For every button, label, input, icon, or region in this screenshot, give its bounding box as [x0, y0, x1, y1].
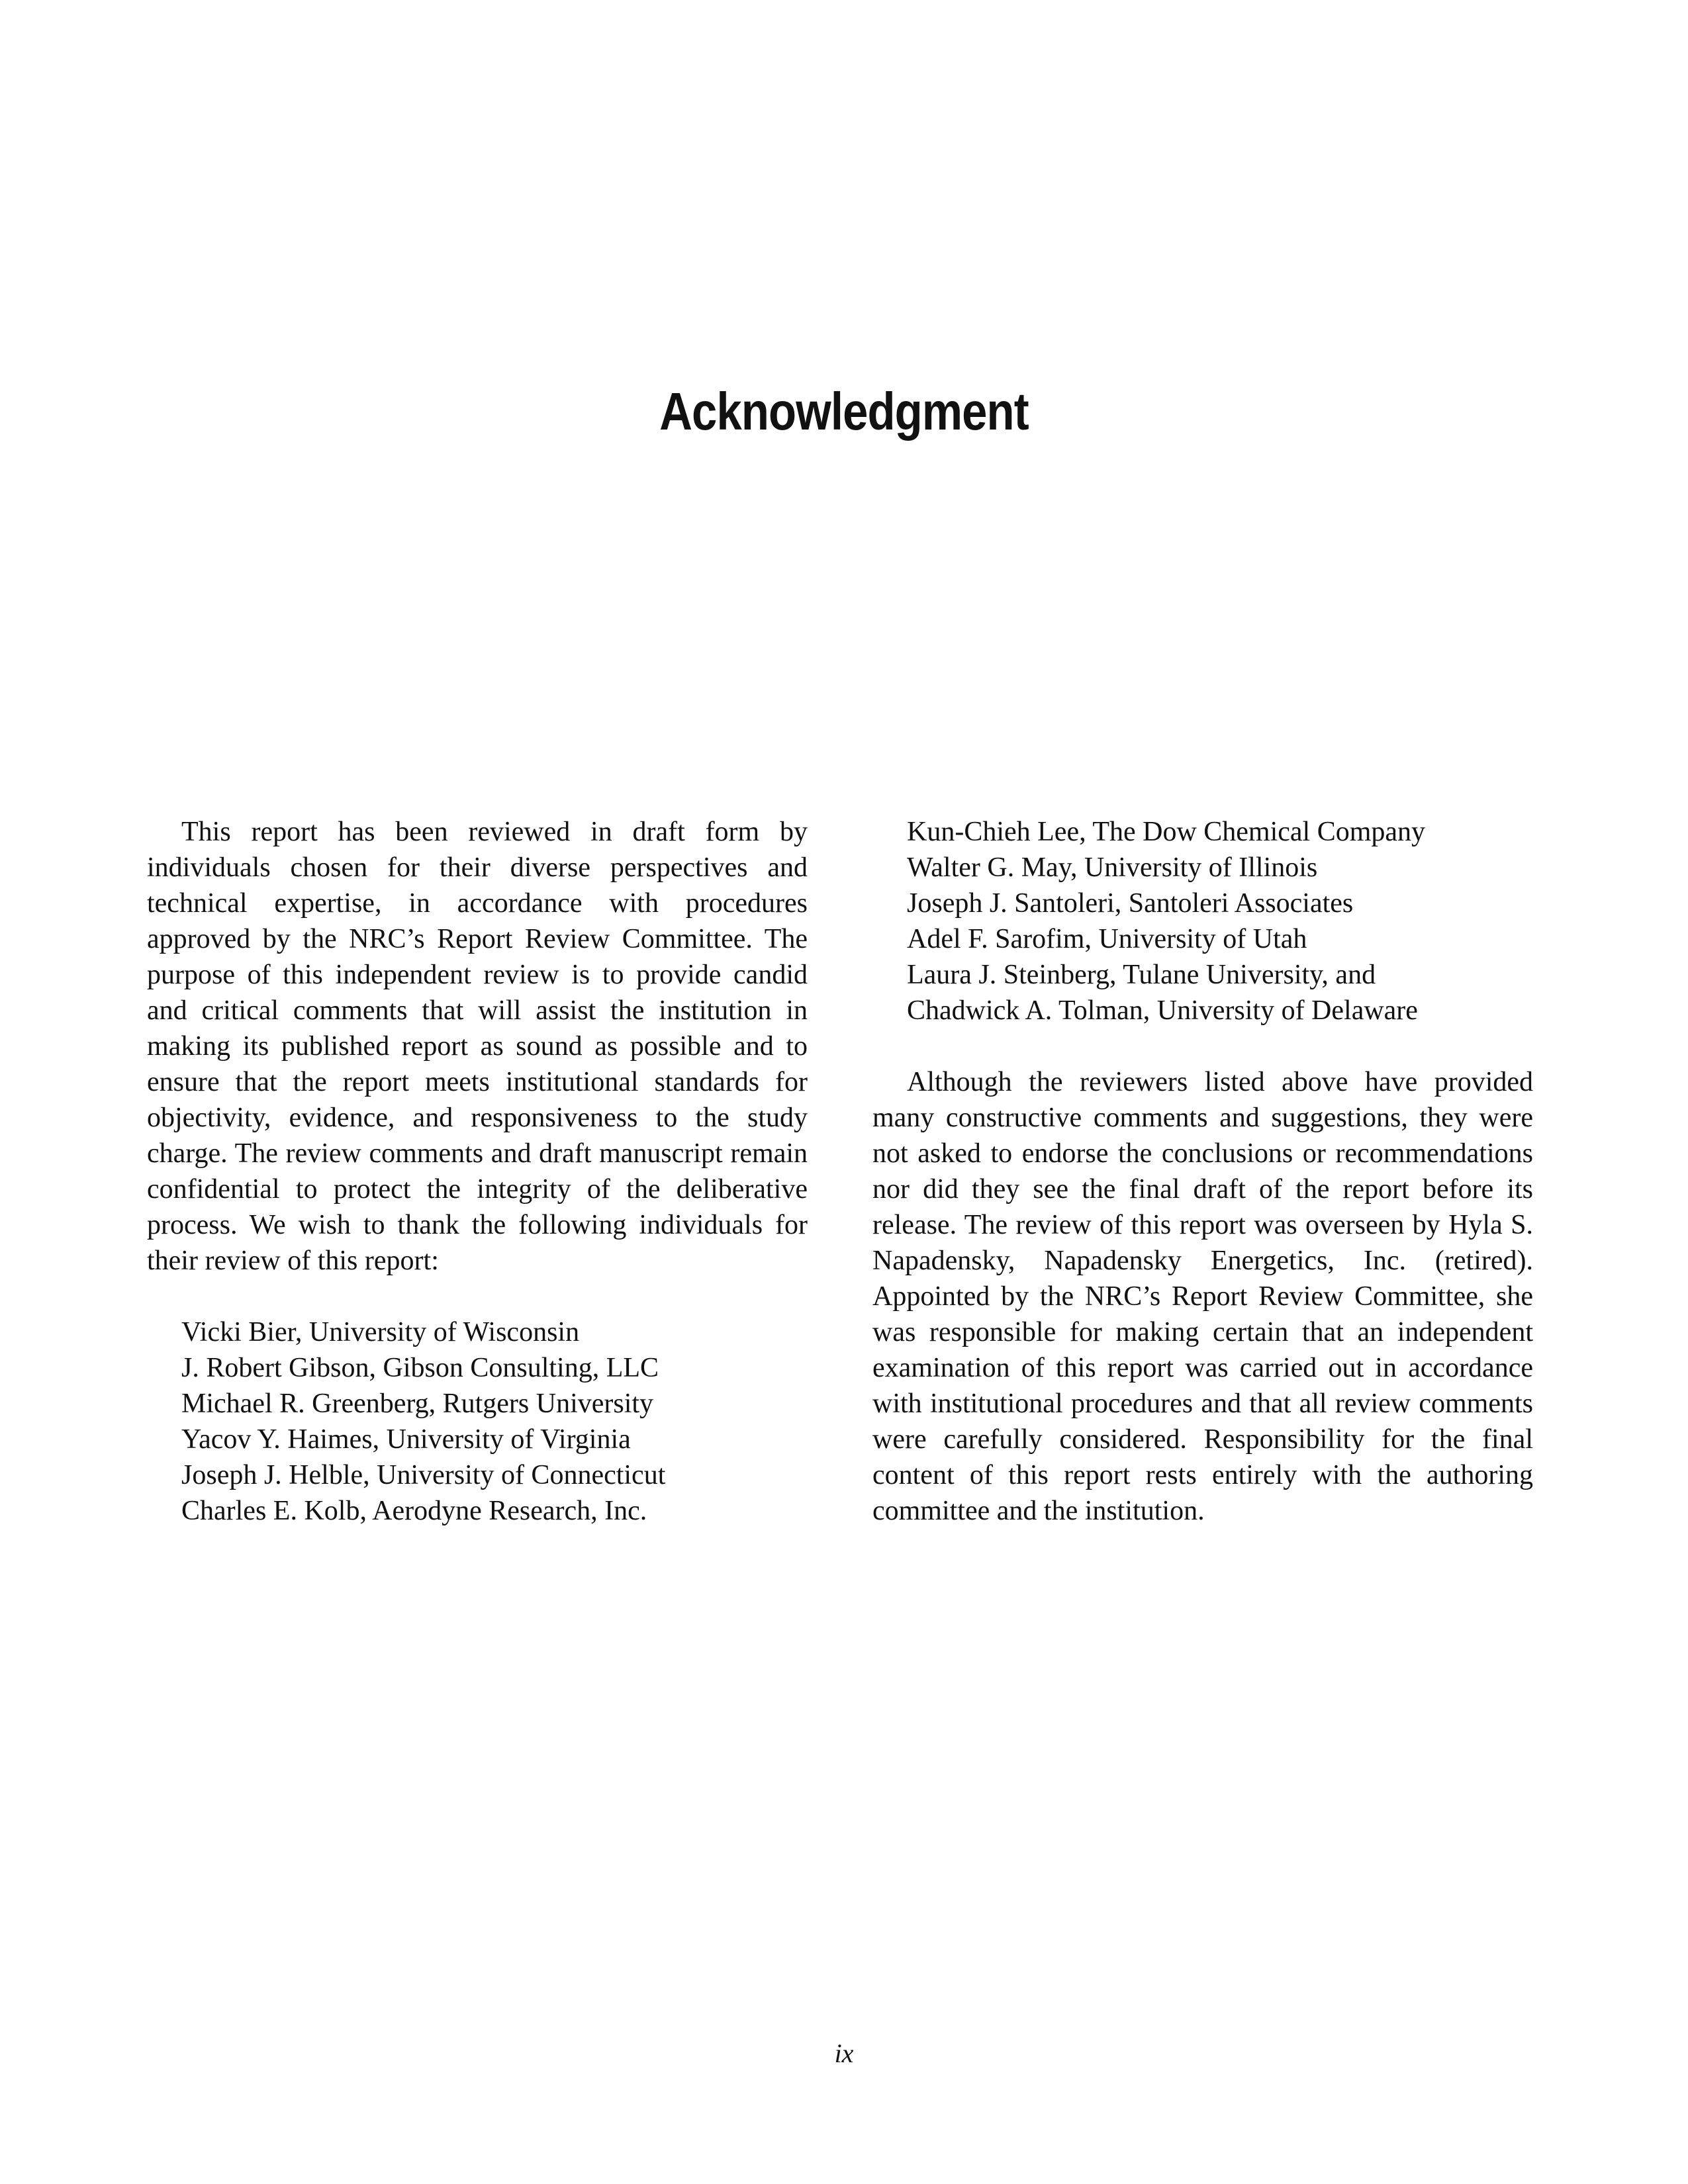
reviewer-item: Laura J. Steinberg, Tulane University, and: [907, 960, 1376, 990]
page-number: ix: [834, 2038, 854, 2068]
review-intro-paragraph: This report has been reviewed in draft form by individuals chosen for their diverse perspectives and technical expertise, in accordance with procedures approved by the NRC’s Report Review Committee. The purpose of this independent review is to provide candid and critical comments that will assist the institution in making its published report as sound as possible and to ensure that the report meets institutional standards for objectivity, evidence, and responsiveness to the study charge. The review comments and draft manuscript remain confidential to protect the integrity of the deliberative process. We wish to thank the following individuals for their review of this report:: [147, 817, 808, 1276]
paragraph-spacer: [872, 1028, 1533, 1064]
review-oversight-paragraph: Although the reviewers listed above have provided many constructive comments and suggestions, they were not asked to endorse the conclusions or recommendations nor did they see the final draft of the report before its release. The review of this report was overseen by Hyla S. Napadensky, Napadensky Energetics, Inc. (retired). Appointed by the NRC’s Report Review Committee, she was responsible for making certain that an independent examination of this report was carried out in accordance with institutional procedures and that all review comments were carefully considered. Responsibility for the final content of this report rests entirely with the authoring committee and the institution.: [872, 1067, 1533, 1526]
reviewer-item: Adel F. Sarofim, University of Utah: [907, 924, 1307, 954]
paragraph-spacer: [147, 1279, 808, 1314]
reviewer-item: Joseph J. Helble, University of Connecticut: [181, 1460, 666, 1490]
reviewer-item: Chadwick A. Tolman, University of Delaware: [907, 995, 1418, 1026]
reviewer-item: Joseph J. Santoleri, Santoleri Associates: [907, 888, 1354, 919]
reviewer-item: Yacov Y. Haimes, University of Virginia: [181, 1424, 631, 1455]
right-column: [872, 814, 1533, 1529]
reviewer-list-left: [147, 1314, 808, 1529]
reviewer-list-right: [872, 814, 1533, 1028]
reviewer-item: Michael R. Greenberg, Rutgers University: [181, 1388, 654, 1419]
reviewer-item: J. Robert Gibson, Gibson Consulting, LLC: [181, 1353, 659, 1383]
reviewer-item: Vicki Bier, University of Wisconsin: [181, 1317, 580, 1347]
reviewer-item: Charles E. Kolb, Aerodyne Research, Inc.: [181, 1496, 647, 1526]
reviewer-item: Kun-Chieh Lee, The Dow Chemical Company: [907, 817, 1426, 847]
page-title: Acknowledgment: [659, 382, 1029, 441]
reviewer-item: Walter G. May, University of Illinois: [907, 852, 1318, 883]
left-column: [147, 814, 808, 1529]
